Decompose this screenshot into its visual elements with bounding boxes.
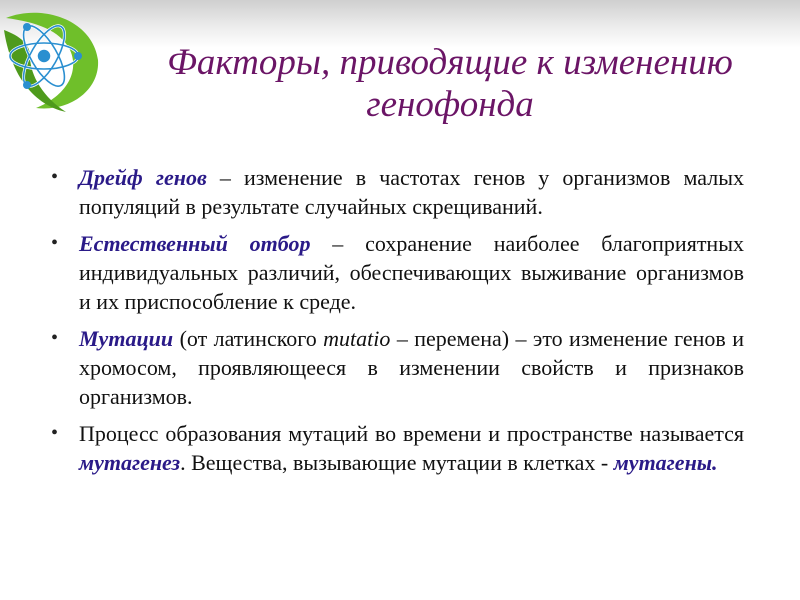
bullet-icon: •	[51, 422, 59, 444]
term-natural-selection: Естественный отбор	[79, 231, 311, 256]
header-band	[0, 0, 800, 48]
slide-title	[100, 42, 800, 126]
text-mutagenesis-middle: . Вещества, вызывающие мутации в клетках -	[180, 450, 614, 475]
title-line-2: генофонда	[366, 84, 534, 125]
term-mutagens: мутагены.	[613, 450, 718, 475]
list-item	[52, 419, 744, 477]
text-mutations-before: (от латинского	[173, 326, 324, 351]
atom-leaf-logo-icon	[0, 0, 104, 118]
bullet-list	[52, 163, 744, 485]
latin-word: mutatio	[323, 326, 391, 351]
list-item	[52, 324, 744, 411]
bullet-text-mutations	[79, 324, 744, 411]
definition-genetic-drift: – изменение в частотах генов у организмов малых популяций в результате случайных скрещиваний.	[79, 165, 744, 219]
term-genetic-drift: Дрейф генов	[79, 165, 207, 190]
bullet-text-natural-selection	[79, 229, 744, 316]
title-line-1: Факторы, приводящие к изменению	[167, 42, 733, 83]
bullet-icon: •	[51, 327, 59, 349]
bullet-text-genetic-drift	[79, 163, 744, 221]
bullet-icon: •	[51, 232, 59, 254]
bullet-text-mutagenesis	[79, 419, 744, 477]
term-mutagenesis: мутагенез	[79, 450, 181, 475]
list-item	[52, 163, 744, 221]
term-mutations: Мутации	[79, 326, 174, 351]
bullet-icon: •	[51, 166, 59, 188]
list-item	[52, 229, 744, 316]
text-mutagenesis-before: Процесс образования мутаций во времени и пространстве называется	[79, 421, 744, 446]
definition-natural-selection: – сохранение наиболее благоприятных индивидуальных различий, обеспечивающих выживание организмов и их приспособление к среде.	[79, 231, 744, 314]
text-mutations-after: – перемена) – это изменение генов и хромосом, проявляющееся в изменении свойств и признаков организмов.	[79, 326, 744, 409]
